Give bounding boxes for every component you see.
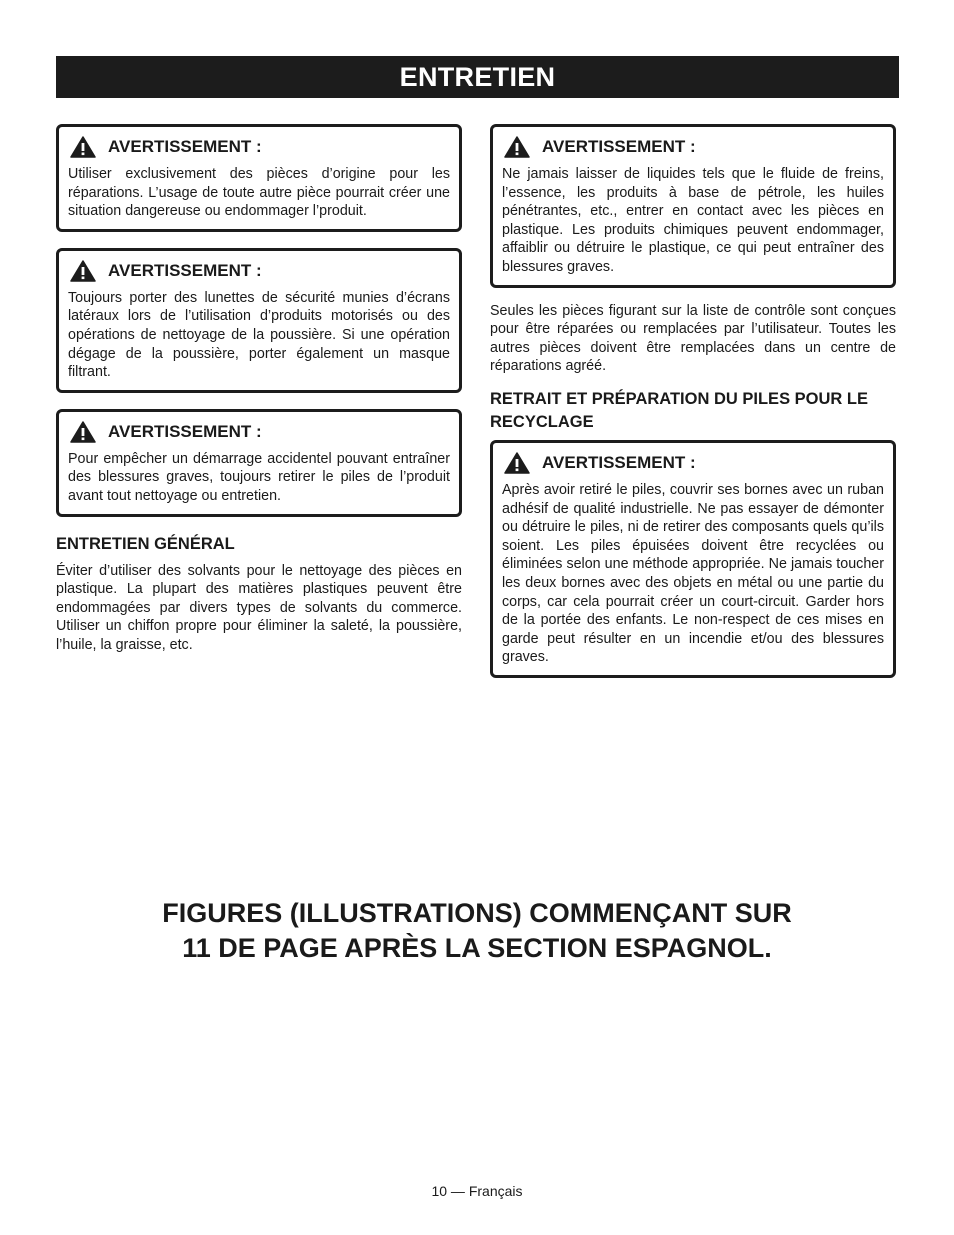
warning-text: Utiliser exclusivement des pièces d’origine pour les réparations. L’usage de toute autre pièce pourrait créer une situation dangereuse ou endommager l’produit. <box>68 166 450 220</box>
warning-text: Ne jamais laisser de liquides tels que le fluide de freins, l’essence, les produits à base de pétrole, les huiles pénétrantes, etc., entrer en contact avec les pièces en plastique. Les produits chimiques peuvent endommager, affaiblir ou détruire le plastique, ce qui peut entraîner des blessures graves. <box>502 166 884 275</box>
warning-triangle-icon <box>504 452 530 474</box>
warning-title: AVERTISSEMENT : <box>542 452 696 472</box>
warning-title: AVERTISSEMENT : <box>108 137 262 156</box>
warning-text: Après avoir retiré le piles, couvrir ses bornes avec un ruban adhésif de qualité industrielle. Ne pas essayer de démonter ou détruire le piles, ni de retirer des composants quels qu’ils soient. Les piles épuisées doivent être recyclées ou éliminées selon une méthode appropriée. Ne jamais toucher les deux bornes avec des objets en métal ou une partie du corps, car cela pourrait créer un court-circuit. Garder hors de la portée des enfants. Le non-respect de ces mises en garde peut résulter en un incendie et/ou des blessures graves. <box>502 481 884 666</box>
warning-header <box>68 421 450 443</box>
warning-header <box>502 452 884 474</box>
warning-triangle-icon <box>504 136 530 158</box>
figures-note <box>0 896 954 966</box>
figures-note-line-2: 11 DE PAGE APRÈS LA SECTION ESPAGNOL. <box>182 933 772 963</box>
warning-box <box>490 124 896 288</box>
warning-box <box>56 409 462 517</box>
general-maintenance-text: Éviter d’utiliser des solvants pour le nettoyage des pièces en plastique. La plupart des matières plastiques peuvent être endommagées par divers types de solvants du commerce. Utiliser un chiffon propre pour éliminer la saleté, la poussière, l’huile, la graisse, etc. <box>56 562 462 653</box>
warning-triangle-icon <box>70 421 96 443</box>
section-heading-battery-recycling: RETRAIT ET PRÉPARATION DU PILES POUR LE RECYCLAGE <box>490 389 868 431</box>
warning-triangle-icon <box>70 260 96 282</box>
left-column <box>56 124 462 655</box>
warning-text: Toujours porter des lunettes de sécurité munies d’écrans latéraux lors de l’utilisation d’produits motorisés ou des opérations de nettoyage de la poussière. Si une opération dégage de la poussière, porter également un masque filtrant. <box>68 289 450 381</box>
right-column <box>490 124 896 694</box>
warning-header <box>68 260 450 282</box>
page-title: ENTRETIEN <box>399 61 556 92</box>
figures-note-line-1: FIGURES (ILLUSTRATIONS) COMMENÇANT SUR <box>162 898 792 928</box>
warning-title: AVERTISSEMENT : <box>108 421 262 441</box>
replacement-parts-paragraph: Seules les pièces figurant sur la liste de contrôle sont conçues pour être réparées ou remplacées par l’utilisateur. Toutes les autres pièces doivent être remplacées dans un centre de réparations agréé. <box>490 302 896 375</box>
warning-triangle-icon <box>70 136 96 158</box>
warning-box <box>56 124 462 232</box>
warning-header <box>68 136 450 158</box>
page-footer: 10 — Français <box>431 1183 523 1199</box>
warning-text: Pour empêcher un démarrage accidentel pouvant entraîner des blessures graves, toujours retirer le piles de l’produit avant tout nettoyage ou entretien. <box>68 450 450 504</box>
warning-box <box>490 440 896 678</box>
warning-header <box>502 136 884 158</box>
section-heading-general-maintenance: ENTRETIEN GÉNÉRAL <box>56 534 235 553</box>
warning-box <box>56 248 462 393</box>
warning-title: AVERTISSEMENT : <box>542 137 696 156</box>
section-title-bar <box>56 56 899 98</box>
warning-title: AVERTISSEMENT : <box>108 260 262 280</box>
